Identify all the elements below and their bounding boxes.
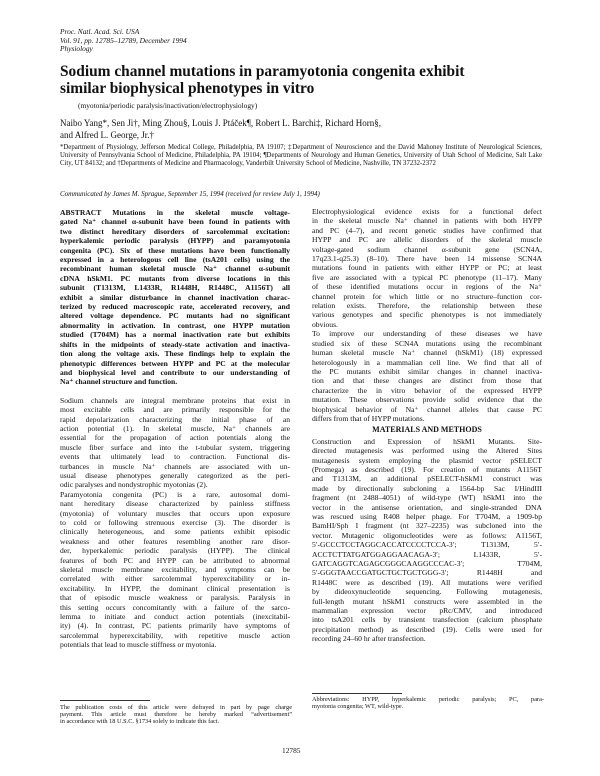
text-line: Sodium channels are integral membrane proteins that exist in: [60, 395, 290, 405]
text-line: payment. This article must therefore be hereby marked “advertisement”: [60, 711, 292, 719]
text-line: congenita (PC). Six of these mutations have been functionally: [60, 245, 290, 255]
text-line: the PC mutants exhibit similar changes in channel inactiva-: [312, 366, 542, 376]
text-line: two distinct hereditary disorders of sarcolemmal excitation:: [60, 226, 290, 236]
text-line: by dideoxynucleotide sequencing. Following mutagenesis,: [312, 587, 542, 597]
text-line: 5′-GCCCTCCTAGGCACCATCCCCTCCA-3′; T1313M, 5′-: [312, 540, 542, 550]
text-line: 5′-GGGTAACCGATGCTGCTGCTGGG-3′; R1448H and: [312, 568, 542, 578]
text-line: gated Na⁺ channel α-subunit have been found in patients with: [60, 217, 290, 227]
text-line: vector. Mutagenic oligonucleotides were as follows: A1156T,: [312, 530, 542, 540]
text-line: subunit (T1313M, L1433R, R1448H, R1448C, A1156T) all: [60, 283, 290, 293]
text-line: events that ultimately lead to contraction. Functional dis-: [60, 452, 290, 462]
text-line: tion along the voltage axis. These findings help to explain the: [60, 349, 290, 359]
text-line: tion and that these changes are distinct from those that: [312, 376, 542, 386]
text-line: ity) (4). In contrast, PC patients primarily have symptoms of: [60, 621, 290, 631]
text-line: usual disease phenotypes generally categorized as the peri-: [60, 470, 290, 480]
abbreviations-footnote: [312, 696, 544, 710]
text-line: and T1313M, an additional pSELECT-hSkM1 construct was: [312, 474, 542, 484]
text-line: phenotypic differences between HYPP and PC at the molecular: [60, 358, 290, 368]
text-line: essential for the propagation of action potentials along the: [60, 433, 290, 443]
methods-heading: MATERIALS AND METHODS: [372, 425, 482, 435]
text-line: into tsA201 cells by transient transfection (calcium phosphate: [312, 615, 542, 625]
intro-paragraph-1: [60, 396, 290, 490]
text-line: To improve our understanding of these diseases we have: [312, 329, 542, 339]
text-line: characterize the in vitro behavior of the expressed HYPP: [312, 385, 542, 395]
text-line: clinically heterogeneous, and some patients exhibit episodic: [60, 527, 290, 537]
title-line-2: similar biophysical phenotypes in vitro: [60, 80, 315, 97]
text-line: The publication costs of this article were defrayed in part by page charge: [60, 704, 292, 711]
text-line: mammalian expression vector pRc/CMV, and introduced: [312, 606, 542, 616]
text-line: mutations found in patients with either HYPP or PC; at least: [312, 263, 542, 273]
text-line: channel protein for which little or no structure–function cor-: [312, 291, 542, 301]
text-line: recombinant human skeletal muscle Na⁺ channel α-subunit: [60, 264, 290, 274]
text-line: correlated with either sarcolemmal hyperexcitability or in-: [60, 574, 290, 584]
text-line: made by directionally subcloning a 1564-bp Sac I/HindIII: [312, 483, 542, 493]
text-line: exhibit a similar disturbance in channel inactivation charac-: [60, 292, 290, 302]
text-line: various genotypes and specific phenotypes is not immediately: [312, 310, 542, 320]
intro-paragraph-2: [60, 490, 290, 650]
text-line: in accordance with 18 U.S.C. §1734 solely to indicate this fact.: [60, 718, 220, 726]
text-line: weakness and other features resembling another rare disor-: [60, 536, 290, 546]
text-line: in the skeletal muscle Na⁺ channel in patients with both HYPP: [312, 216, 542, 226]
text-line: relation exists. Therefore, the relationship between these: [312, 301, 542, 311]
text-line: 17q23.1-q25.3) (8–10). There have been 14 missense SCN4A: [312, 254, 542, 264]
left-column: [60, 208, 290, 650]
text-line: Paramyotonia congenita (PC) is a rare, autosomal domi-: [60, 489, 290, 499]
text-line: muscle fiber surface and into the t-tubular system, triggering: [60, 442, 290, 452]
page-number: 12785: [282, 746, 301, 755]
text-line: mutagenesis system employing the plasmid vector pSELECT: [312, 455, 542, 465]
right-paragraph-1: [312, 207, 542, 329]
text-line: biophysical behavior of Na⁺ channel alleles that cause PC: [312, 404, 542, 414]
text-line: action potential (1). In skeletal muscle, Na⁺ channels are: [60, 423, 290, 433]
text-line: studied (T704M) has a normal inactivation rate but exhibits: [60, 330, 290, 340]
right-column: [312, 207, 542, 644]
text-line: excitability. In HYPP, the dominant clinical presentation is: [60, 583, 290, 593]
text-line: recording 24–60 hr after transfection.: [312, 634, 426, 644]
text-line: nant hereditary disease characterized by painless stiffness: [60, 499, 290, 509]
text-line: features of both PC and HYPP can be attributed to abnormal: [60, 555, 290, 565]
text-line: Construction and Expression of hSkM1 Mutants. Site-: [312, 436, 542, 446]
paper-title: [60, 63, 540, 97]
text-line: vector in the antisense orientation, and single-stranded DNA: [312, 502, 542, 512]
publication-footnote: [60, 704, 292, 726]
text-line: to cold or following strenuous exercise (3). The disorder is: [60, 518, 290, 527]
author-list: [60, 117, 540, 141]
text-line: fragment (nt 2488–4051) of wild-type (WT) hSkM1 into the: [312, 493, 542, 503]
keywords: (myotonia/periodic paralysis/inactivation/electrophysiology): [78, 101, 258, 110]
author-line-2: and Alfred L. George, Jr.†: [60, 130, 155, 140]
footnote-rule: [60, 700, 150, 701]
text-line: R1448C were as described (19). All mutations were verified: [312, 577, 542, 587]
text-line: der, hyperkalemic periodic paralysis (HYPP). The clinical: [60, 546, 290, 556]
text-line: that of episodic muscle weakness or paralysis. Paralysis in: [60, 593, 290, 603]
text-line: studied six of these SCN4A mutations using the recombinant: [312, 338, 542, 348]
text-line: GATCAGGTCAGAGCGGGCAAGGCCCAC-3′; T704M,: [312, 559, 542, 569]
text-line: was rescued using R408 helper phage. For T704M, a 1909-bp: [312, 512, 542, 521]
text-line: five are associated with a typical PC phenotype (11–17). Many: [312, 272, 542, 282]
text-line: shifts in the midpoints of steady-state activation and inactiva-: [60, 339, 290, 349]
text-line: this setting occurs concomitantly with a failure of the sarco-: [60, 602, 290, 612]
text-line: hyperkalemic periodic paralysis (HYPP) and paramyotonia: [60, 236, 290, 246]
text-line: full-length mutant hSkM1 constructs were assembled in the: [312, 596, 542, 606]
text-line: sarcolemmal hyperexcitability, with repetitive muscle action: [60, 630, 290, 640]
author-line-1: Naibo Yang*, Sen Ji†, Ming Zhou§, Louis J. Ptáček¶, Robert L. Barchi‡, Richard Horn§,: [60, 118, 382, 128]
affiliations: *Department of Physiology, Jefferson Medical College, Philadelphia, PA 19107; ‡Department of Neuroscience and the David Mahoney Institute of Neurological Sciences, University of Pennsylvania School of Medicine, Philadelphia, PA 19104; ¶Departments of Neurology and Human Genetics, University of Utah School of Medicine, Salt Lake City, UT 84132; and †Departments of Medicine and Pharmacology, Vanderbilt University School of Medicine, Nashville, TN 37232-2372: [60, 144, 542, 167]
text-line: mutation. These observations provide solid evidence that the: [312, 395, 542, 405]
text-line: ACCTCTTATGATGGAGGAACAGA-3′; L1433R, 5′-: [312, 549, 542, 559]
text-line: abnormality in activation. In contrast, one HYPP mutation: [60, 320, 290, 330]
journal-name: Proc. Natl. Acad. Sci. USA: [60, 27, 140, 36]
journal-header: [60, 28, 187, 54]
text-line: (Promega) as described (19). For creation of mutants A1156T: [312, 464, 542, 474]
text-line: precipitation method) as described (19). Cells were used for: [312, 624, 542, 634]
text-line: differs from that of HYPP mutations.: [312, 413, 425, 423]
abbreviations-rule: [312, 693, 402, 694]
text-line: HYPP and PC are allelic disorders of the skeletal muscle: [312, 235, 542, 245]
text-line: Electrophysiological evidence exists for a functional defect: [312, 207, 542, 216]
text-line: skeletal muscle membrane excitability, and symptoms can be: [60, 565, 290, 575]
text-line: and biophysical level and contribute to our understanding of: [60, 367, 290, 377]
text-line: rapid depolarization characterizing the initial phase of an: [60, 414, 290, 424]
title-line-1: Sodium channel mutations in paramyotonia congenita exhibit: [60, 63, 465, 80]
journal-section: Physiology: [60, 44, 93, 54]
methods-paragraph: [312, 437, 542, 644]
text-line: potentials that lead to muscle stiffness or myotonia.: [60, 640, 217, 650]
text-line: myotonia congenita; WT, wild-type.: [312, 703, 404, 711]
right-paragraph-2: [312, 329, 542, 423]
text-line: directed mutagenesis was performed using the Altered Sites: [312, 446, 542, 456]
communicated-by: Communicated by James M. Sprague, September 15, 1994 (received for review July 1, 1994): [60, 190, 320, 198]
text-line: Na⁺ channel structure and function.: [60, 377, 178, 387]
abstract: [60, 208, 290, 387]
text-line: obvious.: [312, 319, 338, 329]
text-line: ABSTRACT Mutations in the skeletal muscle voltage-: [60, 208, 290, 217]
text-line: BamHI/Sph I fragment (nt 327–2235) was subcloned into the: [312, 521, 542, 531]
text-line: odic paralyses and nondystrophic myotonias (2).: [60, 480, 208, 490]
text-line: of these identified mutations occur in regions of the Na⁺: [312, 282, 542, 292]
text-line: turbances in muscle Na⁺ channels are associated with un-: [60, 461, 290, 471]
text-line: human skeletal muscle Na⁺ channel (hSkM1) (18) expressed: [312, 348, 542, 358]
text-line: terized by reduced macroscopic rate, accelerated recovery, and: [60, 302, 290, 312]
text-line: Abbreviations: HYPP, hyperkalemic periodic paralysis; PC, para-: [312, 696, 544, 703]
text-line: expressed in a heterologous cell line (tsA201 cells) using the: [60, 255, 290, 265]
text-line: (myotonia) of voluntary muscles that occurs upon exposure: [60, 508, 290, 518]
text-line: altered voltage dependence. PC mutants had no significant: [60, 311, 290, 321]
text-line: cDNA hSkM1. PC mutants from diverse locations in this: [60, 273, 290, 283]
text-line: most excitable cells and are primarily responsible for the: [60, 405, 290, 415]
journal-volume: Vol. 91, pp. 12785–12789, December 1994: [60, 35, 187, 45]
text-line: lemma to initiate and conduct action potentials (inexcitabil-: [60, 612, 290, 622]
text-line: voltage-gated sodium channel α-subunit gene (SCN4A,: [312, 244, 542, 254]
text-line: and PC (4–7), and recent genetic studies have confirmed that: [312, 225, 542, 235]
text-line: heterologously in a mammalian cell line. We find that all of: [312, 357, 542, 367]
